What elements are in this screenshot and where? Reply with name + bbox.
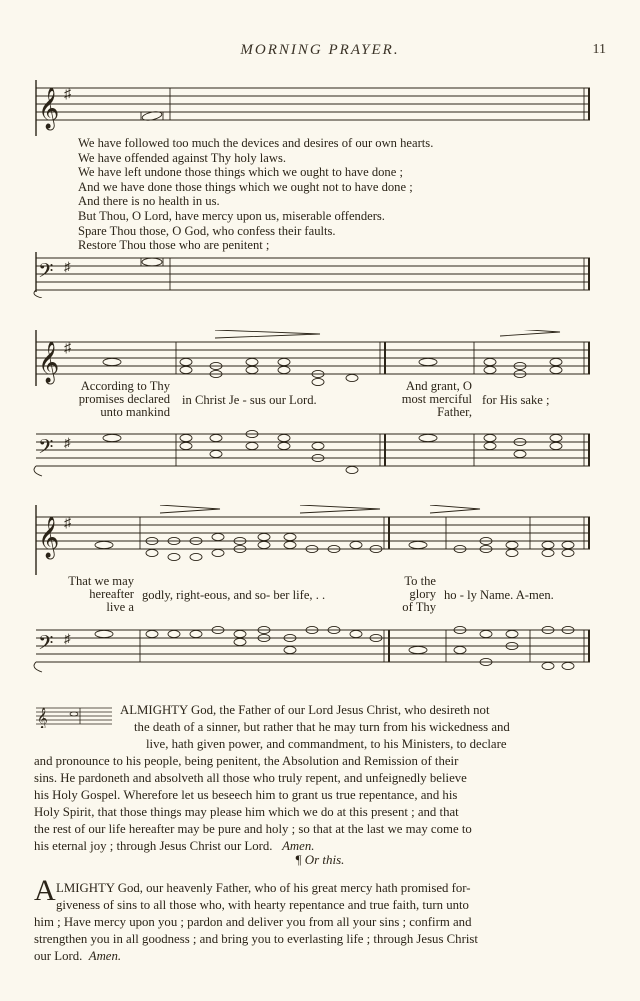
svg-text:♯: ♯ [64, 341, 71, 356]
chant-line: We have offended against Thy holy laws. [78, 150, 287, 165]
system2-bass-staff [0, 424, 640, 480]
svg-text:𝄞: 𝄞 [38, 517, 60, 557]
svg-text:𝄞: 𝄞 [38, 342, 60, 382]
system3-end-lyric: ho - ly Name. A-men. [444, 588, 554, 602]
system3-bass-staff [0, 616, 640, 680]
chant-line: We have followed too much the devices and desires of our own hearts. [78, 136, 434, 150]
svg-text:♯: ♯ [64, 631, 71, 646]
drop-cap: A [34, 874, 56, 907]
rubric-or-this [0, 852, 640, 868]
absolution-amen: Amen. [282, 839, 315, 853]
svg-text:♯: ♯ [64, 87, 71, 102]
chant-bass-staff [0, 252, 640, 298]
system3-middle-lyric: godly, right-eous, and so- ber life, . . [142, 588, 326, 602]
system3-right-lyrics: To the glory of Thy [402, 574, 436, 614]
absolution-line: the death of a sinner, but rather that he may turn from his wickedness and [134, 720, 510, 734]
alternative-line: strengthen you in all goodness ; and bring you to everlasting life ; through Jesus Christ [34, 932, 478, 946]
system3-treble-staff [0, 505, 640, 575]
absolution-line: his Holy Gospel. Wherefore let us beseech him to grant us true repentance, and his [34, 788, 458, 802]
absolution-line: sins. He pardoneth and absolveth all those who truly repent, and unfeignedly believe [34, 771, 467, 785]
page-header [0, 42, 640, 66]
absolution-line: the rest of our life hereafter may be pure and holy ; so that at the last we may come to [34, 822, 472, 836]
treble-clef-icon: 𝄞 [38, 88, 60, 128]
absolution-paragraph [34, 702, 592, 855]
system2-right-lyrics: And grant, O most merciful Father, [401, 379, 472, 419]
svg-text:𝄢: 𝄢 [38, 633, 54, 659]
bass-clef-icon: 𝄢 [38, 261, 54, 287]
system2-end-lyric: for His sake ; [482, 393, 550, 407]
alternative-line: LMIGHTY God, our heavenly Father, who of his great mercy hath promised for- [56, 881, 471, 895]
chant-text-block [78, 136, 558, 253]
alternative-amen: Amen. [88, 949, 122, 963]
chant-treble-staff [0, 66, 640, 136]
page-title: MORNING PRAYER. [240, 42, 400, 58]
svg-text:𝄢: 𝄢 [38, 437, 54, 463]
chant-line: We have left undone those things which we ought to have done ; [78, 165, 403, 180]
page-number: 11 [592, 42, 606, 57]
system2-left-lyrics: According to Thy promises declared unto mankind [78, 379, 170, 419]
system3-left-lyrics: That we may hereafter live a [68, 574, 134, 614]
absolution-line: and pronounce to his people, being penitent, the Absolution and Remission of their [34, 754, 459, 768]
absolution-line: ALMIGHTY God, the Father of our Lord Jesus Christ, who desireth not [120, 703, 490, 717]
pilcrow-icon: ¶ [295, 852, 302, 867]
absolution-line: live, hath given power, and commandment, to his Ministers, to declare [146, 737, 507, 751]
svg-text:♯: ♯ [64, 259, 71, 274]
chant-line: And there is no health in us. [78, 194, 220, 209]
chant-line: But Thou, O Lord, have mercy upon us, miserable offenders. [78, 208, 385, 223]
absolution-line: his eternal joy ; through Jesus Christ our Lord. [34, 839, 273, 853]
alternative-line: giveness of sins to all those who, with hearty repentance and true faith, turn unto [56, 898, 469, 912]
alternative-line: him ; Have mercy upon you ; pardon and deliver you from all your sins ; confirm and [34, 915, 472, 929]
chant-line: Spare Thou those, O God, who confess their faults. [78, 223, 336, 238]
svg-text:♯: ♯ [64, 435, 71, 450]
system2-middle-lyric: in Christ Je - sus our Lord. [182, 393, 317, 407]
chant-line: And we have done those things which we ought not to have done ; [78, 179, 413, 194]
chant-line: Restore Thou those who are penitent ; [78, 238, 270, 253]
rubric-label: Or this. [304, 852, 345, 867]
svg-text:𝄞: 𝄞 [37, 708, 48, 728]
alternative-line: our Lord. [34, 949, 83, 963]
svg-text:♯: ♯ [64, 516, 71, 531]
absolution-line: Holy Spirit, that those things may please him which we do at this present ; and that [34, 805, 459, 819]
system2-treble-staff [0, 330, 640, 386]
alternative-paragraph [34, 880, 592, 965]
